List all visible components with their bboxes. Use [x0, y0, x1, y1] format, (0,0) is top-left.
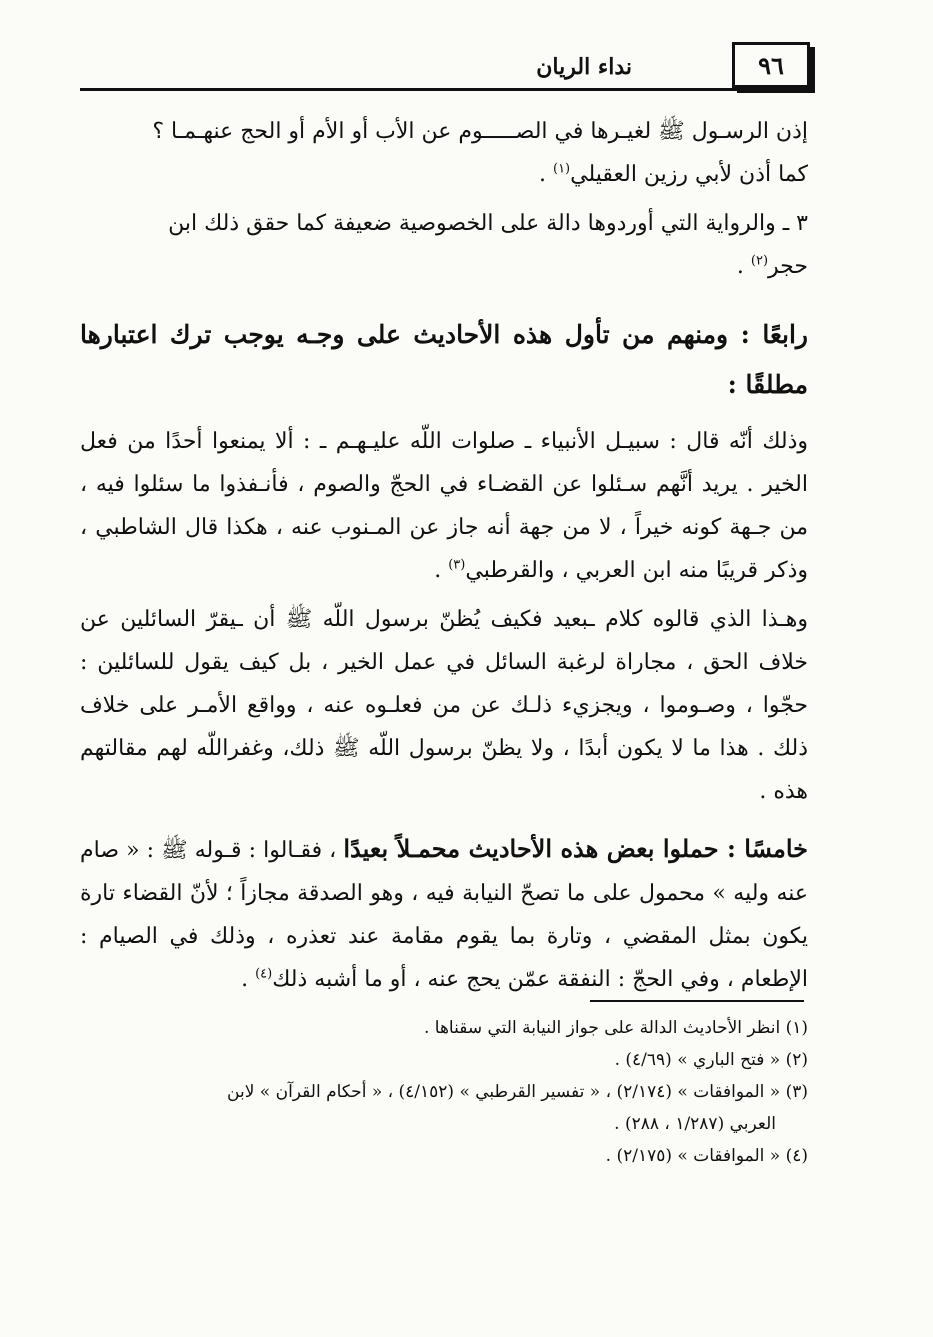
footnote-ref-2: (٢): [750, 253, 769, 269]
p2-end: .: [736, 254, 751, 279]
paragraph-4: وهـذا الذي قالوه كلام ـبعيد فكيف يُظنّ برسول اللّه ﷺ أن ـيقرّ السائلين عن خلاف الحق ، مجاراة لرغبة السائل في عمل الخير ، بل كيف يقول للسائلين : حجّوا ، وصـوموا ، ويجزيء ذلـك عن من فعلـوه عنه ، وواقع الأمـر على خلاف ذلك . هذا ما لا يكون أبدًا ، ولا يظنّ برسول اللّه ﷺ ذلك، وغفراللّه لهم مقالتهم هذه .: [80, 607, 808, 804]
footnote-3: (٣) « الموافقات » (٢/١٧٤) ، « تفسير القرطبي » (٤/١٥٢) ، « أحكام القرآن » لابن: [227, 1082, 808, 1102]
section-heading-fifth: خامسًا : حملوا بعض هذه الأحاديث محمـلاً بعيدًا: [343, 834, 809, 863]
footnotes: [80, 1012, 808, 1172]
p1-end: .: [538, 162, 553, 187]
paragraph-5: [80, 827, 808, 1001]
page-header: [80, 38, 810, 94]
p2-line-2: حجر: [768, 254, 808, 279]
footnote-rule: [590, 1000, 804, 1002]
footnote-ref-4: (٤): [255, 966, 273, 982]
running-title: نداء الريان: [536, 54, 632, 80]
footnote-ref-3: (٣): [448, 557, 466, 573]
p5-end: .: [241, 967, 256, 992]
p5-text: ، فقـالوا : قـوله ﷺ : « صام عنه وليه » محمول على ما تصحّ النيابة فيه ، وهو الصدقة مجازاً ؛ لأنّ القضاء تارة يكون بمثل المقضي ، وتارة بما يقوم مقامة عند تعذره ، وذلك في الصيام : الإطعام ، وفي الحجّ : النفقة عمّن يحج عنه ، أو ما أشبه ذلك: [80, 838, 808, 992]
paragraph-3: [80, 420, 808, 592]
footnote-ref-1: (١): [552, 161, 571, 177]
p1-line-2: كما أذن لأبي رزين العقيلي: [570, 162, 808, 187]
footnote-3-continued: العربي (١/٢٨٧ ، ٢٨٨) .: [614, 1114, 776, 1134]
section-heading-fourth: رابعًا : ومنهم من تأول هذه الأحاديث على وجـه يوجب ترك اعتبارها مطلقًا :: [80, 320, 808, 399]
p1-line-1: إذن الرسـول ﷺ لغيـرها في الصـــــوم عن الأب أو الأم أو الحج عنهـمـا ؟: [152, 119, 808, 144]
footnote-1: (١) انظر الأحاديث الدالة على جواز النيابة التي سقناها .: [423, 1018, 808, 1038]
paragraph-2: [80, 202, 808, 288]
footnote-2: (٢) « فتح الباري » (٤/٦٩) .: [614, 1050, 808, 1070]
page-number-box: [732, 42, 810, 88]
page-number: ٩٦: [758, 50, 784, 80]
main-text: [80, 110, 808, 1007]
header-rule: [80, 88, 810, 91]
paragraph-1: [80, 110, 808, 196]
footnote-4: (٤) « الموافقات » (٢/١٧٥) .: [605, 1146, 808, 1166]
p3-end: .: [434, 558, 449, 583]
p2-line-1: ٣ ـ والرواية التي أوردوها دالة على الخصوصية ضعيفة كما حقق ذلك ابن: [168, 211, 808, 236]
p3-text: وذلك أنّه قال : سبيـل الأنبياء ـ صلوات اللّه عليـهـم ـ : ألا يمنعوا أحدًا من فعل الخير . يريد أنَّهم سـئلوا عن القضـاء في الحجّ والصوم ، فأنـفذوا ما سئلوا فيه ، من جـهة كونه خيراً ، لا من جهة أنه جاز عن المـنوب عنه ، هكذا قال الشاطبي ، وذكر قريبًا منه ابن العربي ، والقرطبي: [80, 429, 808, 583]
